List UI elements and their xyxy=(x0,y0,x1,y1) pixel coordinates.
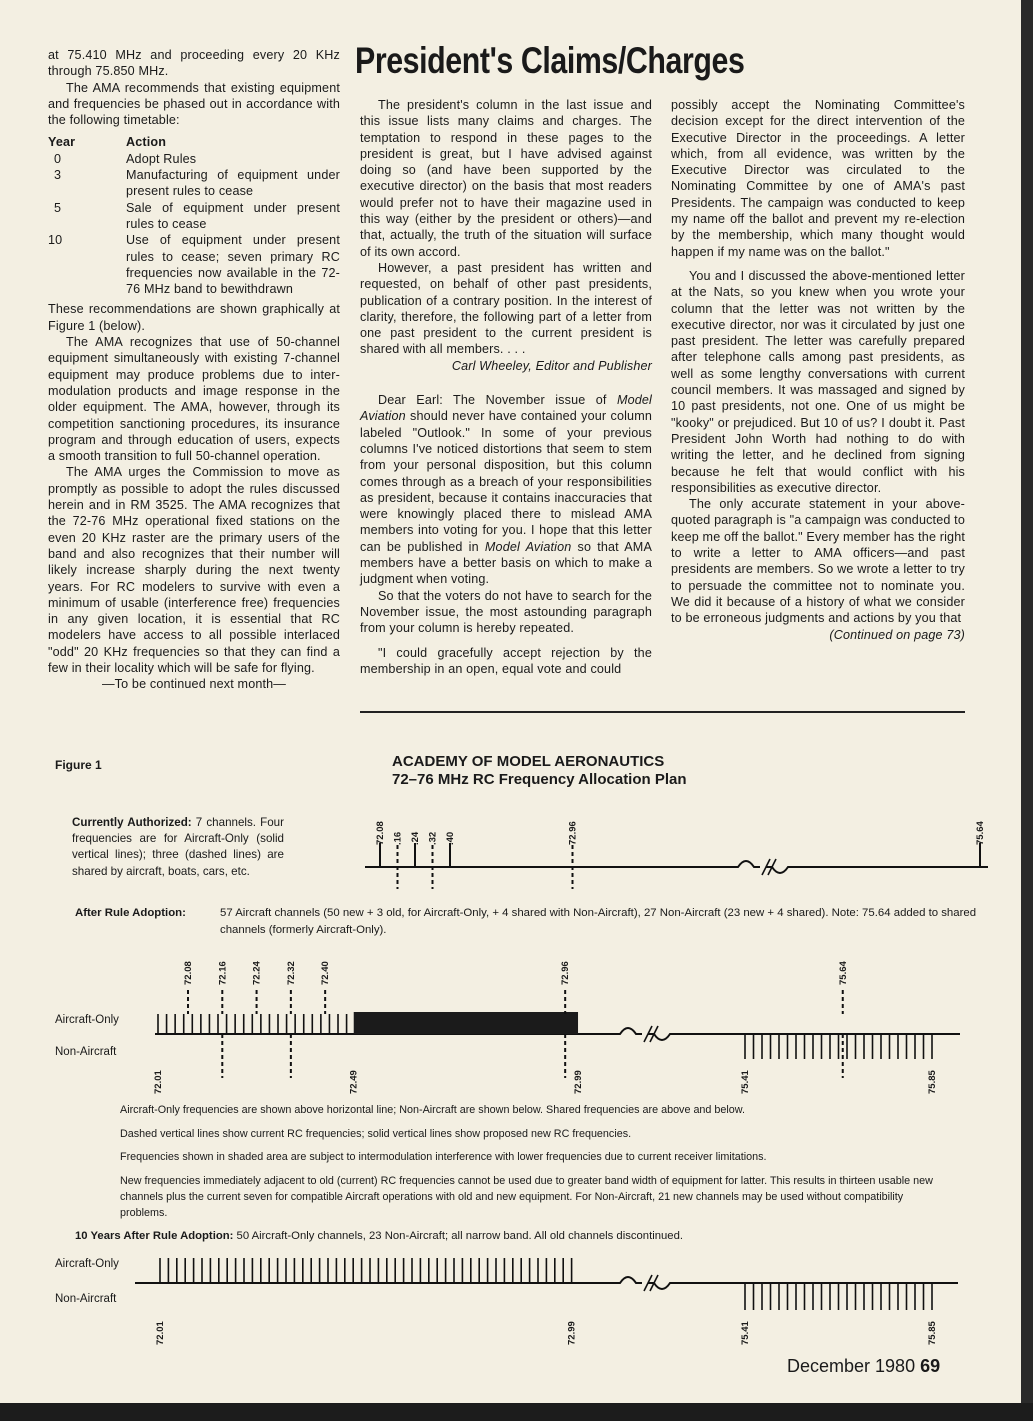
paragraph: The president's column in the last issue and this issue lists many claims and charges. The temptation to respond in these pages to the president is great, but I have advised against doing so (and have been supported by the executive director) on the basis that most readers would prefer not to have their magazine used in this way (either by the president or others)—and that, actually, the truth of the situation will surface of its own accord. xyxy=(360,98,652,259)
timetable-year: 10 xyxy=(48,233,63,248)
text: should never have contained your column labeled "Outlook." In some of your previous columns I've noticed distortions that seem to stem from your personal disposition, but this column comes through as a breach of your responsibilities as president, because it contains inaccuracies that were knowingly placed there to mislead AMA members into voting for you. I hope that this letter can be published in xyxy=(360,409,652,554)
paragraph: The AMA recognizes that use of 50-channel equipment simultaneously with existing 7-channel equipment may produce problems due to inter-modulation products and image response in the older equipment. The AMA, however, through its competition sanctioning procedures, its insurance program and through education of users, expects a smooth transition to full 50-channel operation. xyxy=(48,335,340,464)
paragraph: You and I discussed the above-mentioned letter at the Nats, so you knew when you wrote your column that the letter was not written by the executive director, nor was it circulated by just one past president. The letter was carefully prepared after telephone calls among past presidents, as well as some lengthy conversations with current council members. It was massaged and signed by 10 past presidents, not one. One of us might be "kooky" or prejudiced. But 10 of us? I doubt it. Past President John Worth had nothing to do with writing the letter, and he declined from signing because he felt that would conflict with his responsibilities as executive director. xyxy=(671,268,965,495)
frequency-label: 72.24 xyxy=(251,961,263,985)
timetable-action: Sale of equipment under present rules to cease xyxy=(126,200,340,231)
timetable-year: 0 xyxy=(54,151,62,166)
timetable-action: Use of equipment under present rules to cease; seven primary RC frequencies now available in the 72-76 MHz band to bewithdrawn xyxy=(126,233,340,297)
timetable-action: Adopt Rules xyxy=(126,151,197,166)
quote-paragraph: possibly accept the Nominating Committee's decision except for the direct intervention of the Executive Director in the proceedings. A letter which, from all evidence, was written by the Executive Director was circulated to the Nominating Committee by one of AMA's past Presidents. The campaign was conducted to keep my name off the ballot and prevent my re-election by the membership, which many thought would happen if my name was on the ballot." xyxy=(671,98,965,259)
frequency-label: 72.96 xyxy=(560,961,572,985)
caption-text: 50 Aircraft-Only channels, 23 Non-Aircraft; all narrow band. All old channels discontinued. xyxy=(233,1230,684,1242)
article-title: President's Claims/Charges xyxy=(355,40,745,81)
paragraph: The AMA urges the Commission to move as promptly as possible to adopt the rules discussed herein and in RM 3525. The AMA recognizes that the 72-76 MHz operational fixed stations on the even 20 KHz raster are the primary users of the band and also recognizes that their number will likely increase sharply during the next twenty years. For RC modelers to survive with even a minimum of usable (interference free) frequencies in any given location, it is essential that RC modelers have access to all possible interlaced "odd" 20 KHz frequencies so that they can find a few in their locality which will be safe for flying. xyxy=(48,465,340,675)
figure-title-line2: 72–76 MHz RC Frequency Allocation Plan xyxy=(392,771,687,788)
page-number: 69 xyxy=(920,1356,941,1376)
frequency-label: .16 xyxy=(392,831,404,845)
caption-text: 57 Aircraft channels (50 new + 3 old, for Aircraft-Only, + 4 shared with Non-Aircraft), 27 Non-Aircraft (23 new + 4 shared). Note: 75.64 added to shared channels (formerly Aircraft-Only). xyxy=(220,907,977,936)
frequency-label: 72.16 xyxy=(217,961,229,985)
frequency-label: 72.32 xyxy=(285,961,297,985)
frequency-label: 72.40 xyxy=(320,961,332,985)
paragraph: at 75.410 MHz and proceeding every 20 KHz through 75.850 MHz. xyxy=(48,48,340,79)
frequency-label: 75.41 xyxy=(740,1070,751,1094)
magazine-name: Model Aviation xyxy=(484,539,572,554)
frequency-label: 75.85 xyxy=(927,1321,938,1345)
frequency-label: .24 xyxy=(410,831,421,845)
caption-heading: Currently Authorized: xyxy=(72,816,192,829)
axis-baseline xyxy=(365,861,988,873)
caption-heading: After Rule Adoption: xyxy=(75,907,186,919)
paragraph: However, a past president has written and requested, on behalf of other past presidents, publication of a contrary position. In the interest of clarity, therefore, the following part of a letter from one past president to the current president is shared with all members. . . . xyxy=(360,260,652,357)
row-label-aircraft: Aircraft-Only xyxy=(55,1258,119,1270)
editor-signature: Carl Wheeley, Editor and Publisher xyxy=(451,358,652,373)
text: Dear Earl: The November issue of xyxy=(378,393,617,408)
shaded-intermod-band xyxy=(354,1012,578,1034)
frequency-label: 75.64 xyxy=(837,961,849,985)
to-be-continued: —To be continued next month— xyxy=(101,677,287,692)
note: Frequencies shown in shaded area are subject to intermodulation interference with lower frequencies due to current receiver limitations. xyxy=(120,1151,767,1163)
frequency-label: 72.99 xyxy=(573,1070,585,1094)
continued-link[interactable]: (Continued on page 73) xyxy=(829,627,965,642)
timetable-header-year: Year xyxy=(48,135,76,150)
paragraph: These recommendations are shown graphically at Figure 1 (below). xyxy=(48,302,340,333)
magazine-name: Model Aviation xyxy=(360,393,652,424)
timetable-year: 3 xyxy=(54,168,62,183)
paragraph: So that the voters do not have to search for the November issue, the most astounding paragraph from your column is hereby repeated. xyxy=(360,588,652,636)
frequency-label: .32 xyxy=(427,831,439,845)
timetable-header-action: Action xyxy=(126,135,167,150)
row-label-aircraft: Aircraft-Only xyxy=(55,1014,119,1026)
frequency-label: 72.96 xyxy=(567,821,579,845)
page-footer xyxy=(787,1356,940,1377)
frequency-label: 75.85 xyxy=(927,1070,938,1094)
frequency-label: 75.64 xyxy=(975,821,986,845)
paragraph: The AMA recommends that existing equipment and frequencies be phased out in accordance with the following timetable: xyxy=(48,80,340,128)
frequency-label: 72.08 xyxy=(375,821,386,845)
frequency-label: 75.41 xyxy=(740,1321,751,1345)
row-label-nonaircraft: Non-Aircraft xyxy=(55,1293,117,1305)
quote-paragraph: "I could gracefully accept rejection by the membership in an open, equal vote and could xyxy=(360,645,652,676)
row-label-nonaircraft: Non-Aircraft xyxy=(55,1046,117,1058)
timetable-action: Manufacturing of equipment under present rules to cease xyxy=(126,168,340,199)
note: Aircraft-Only frequencies are shown above horizontal line; Non-Aircraft are shown below. Shared frequencies are above and below. xyxy=(120,1104,745,1116)
caption-text: 7 channels. Four frequencies are for Aircraft-Only (solid vertical lines); three (dashed lines) are shared by aircraft, boats, cars, etc. xyxy=(72,816,284,878)
timetable-year: 5 xyxy=(54,200,62,215)
note: New frequencies immediately adjacent to old (current) RC frequencies cannot be used due to greater band width of equipment for latter. This results in thirteen usable new channels plus the current seven for compatible Aircraft operations with old and new equipment. For Non-Aircraft, 21 new channels may be used without compatibility problems. xyxy=(120,1174,933,1219)
frequency-label: 72.01 xyxy=(153,1070,164,1094)
note: Dashed vertical lines show current RC frequencies; solid vertical lines show proposed new RC frequencies. xyxy=(120,1127,632,1140)
frequency-label: 72.99 xyxy=(566,1321,578,1345)
frequency-label: 72.49 xyxy=(348,1070,360,1094)
frequency-label: .40 xyxy=(445,831,456,845)
issue-date: December 1980 xyxy=(787,1356,916,1376)
figure-label: Figure 1 xyxy=(55,758,102,772)
frequency-label: 72.01 xyxy=(155,1321,166,1345)
paragraph: The only accurate statement in your above-quoted paragraph is "a campaign was conducted to keep me off the ballot." Every member has the right to write a letter to AMA officers—and past presidents are members. So we wrote a letter to try to persuade the committee not to nominate you. We did it because of a history of what we consider to be erroneous judgments and actions by you that xyxy=(671,497,965,626)
frequency-label: 72.08 xyxy=(183,961,195,985)
caption-heading: 10 Years After Rule Adoption: xyxy=(75,1230,234,1242)
figure-title-line1: ACADEMY OF MODEL AERONAUTICS xyxy=(392,753,665,770)
text: so that AMA members have a better basis on which to make a judgment when voting. xyxy=(360,539,652,587)
